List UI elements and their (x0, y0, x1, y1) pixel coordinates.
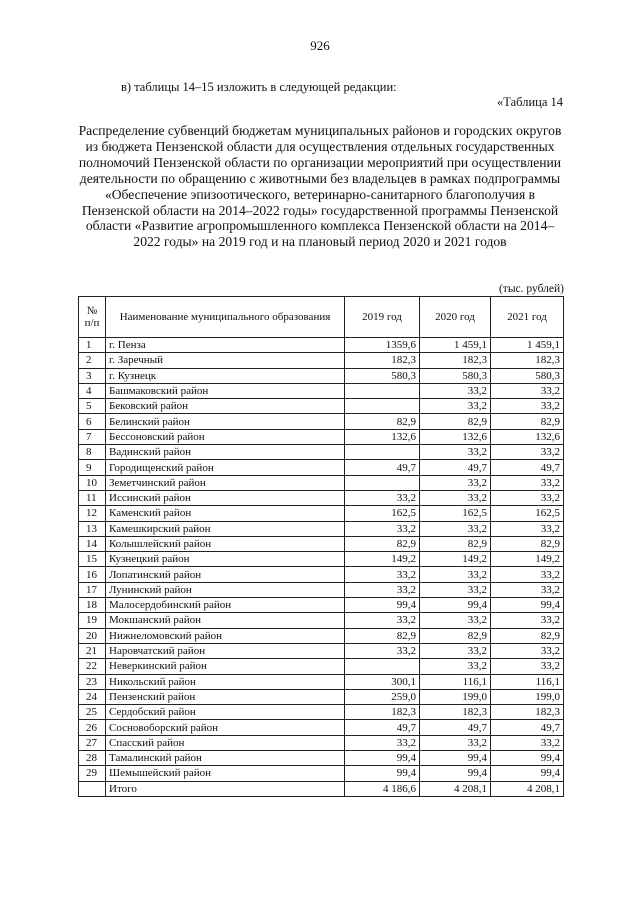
units-label: (тыс. рублей) (498, 283, 564, 295)
value-2019: 33,2 (345, 735, 420, 750)
value-2019: 33,2 (345, 613, 420, 628)
row-number: 26 (79, 720, 106, 735)
value-2019: 580,3 (345, 368, 420, 383)
table-row (79, 475, 564, 490)
table-row (79, 414, 564, 429)
municipality-name: Итого (106, 781, 345, 796)
value-2021: 49,7 (491, 720, 564, 735)
municipality-name: Вадинский район (106, 445, 345, 460)
table-row (79, 582, 564, 597)
value-2019: 4 186,6 (345, 781, 420, 796)
value-2021: 132,6 (491, 429, 564, 444)
value-2021: 33,2 (491, 659, 564, 674)
row-number: 24 (79, 689, 106, 704)
value-2021: 99,4 (491, 598, 564, 613)
header-number: № п/п (79, 297, 106, 338)
municipality-name: Сосновоборский район (106, 720, 345, 735)
value-2019: 33,2 (345, 582, 420, 597)
value-2019: 49,7 (345, 460, 420, 475)
row-number: 28 (79, 751, 106, 766)
intro-text: в) таблицы 14–15 изложить в следующей редакции: (121, 80, 397, 94)
value-2019: 300,1 (345, 674, 420, 689)
value-2020: 182,3 (420, 705, 491, 720)
table-row (79, 506, 564, 521)
value-2021: 33,2 (491, 735, 564, 750)
municipality-name: Нижнеломовский район (106, 628, 345, 643)
table-row (79, 490, 564, 505)
value-2019: 99,4 (345, 598, 420, 613)
row-number: 18 (79, 598, 106, 613)
value-2021: 33,2 (491, 445, 564, 460)
table-reference: «Таблица 14 (497, 95, 563, 109)
value-2021: 116,1 (491, 674, 564, 689)
municipality-name: Кузнецкий район (106, 552, 345, 567)
table-body (79, 338, 564, 797)
header-name: Наименование муниципального образования (106, 297, 345, 338)
table-row (79, 383, 564, 398)
value-2020: 116,1 (420, 674, 491, 689)
municipality-name: Малосердобинский район (106, 598, 345, 613)
municipality-name: Шемышейский район (106, 766, 345, 781)
municipality-name: Колышлейский район (106, 536, 345, 551)
table-row (79, 368, 564, 383)
table-row (79, 445, 564, 460)
value-2020: 33,2 (420, 490, 491, 505)
table-row (79, 598, 564, 613)
municipality-name: Наровчатский район (106, 643, 345, 658)
value-2020: 33,2 (420, 659, 491, 674)
value-2021: 82,9 (491, 414, 564, 429)
value-2019: 259,0 (345, 689, 420, 704)
value-2021: 33,2 (491, 383, 564, 398)
value-2020: 132,6 (420, 429, 491, 444)
municipality-name: Бековский район (106, 399, 345, 414)
row-number: 19 (79, 613, 106, 628)
row-number: 6 (79, 414, 106, 429)
value-2021: 33,2 (491, 613, 564, 628)
row-number: 23 (79, 674, 106, 689)
value-2020: 49,7 (420, 720, 491, 735)
table-row (79, 460, 564, 475)
value-2020: 82,9 (420, 536, 491, 551)
row-number: 14 (79, 536, 106, 551)
value-2020: 33,2 (420, 475, 491, 490)
value-2019: 82,9 (345, 536, 420, 551)
value-2021: 162,5 (491, 506, 564, 521)
value-2019: 162,5 (345, 506, 420, 521)
value-2021: 33,2 (491, 399, 564, 414)
value-2021: 33,2 (491, 567, 564, 582)
value-2020: 162,5 (420, 506, 491, 521)
value-2021: 82,9 (491, 536, 564, 551)
row-number: 13 (79, 521, 106, 536)
row-number: 17 (79, 582, 106, 597)
row-number: 10 (79, 475, 106, 490)
value-2020: 182,3 (420, 353, 491, 368)
value-2019 (345, 445, 420, 460)
value-2021: 149,2 (491, 552, 564, 567)
value-2019: 99,4 (345, 751, 420, 766)
value-2020: 33,2 (420, 735, 491, 750)
total-row (79, 781, 564, 796)
municipality-name: Неверкинский район (106, 659, 345, 674)
value-2020: 33,2 (420, 521, 491, 536)
value-2019: 182,3 (345, 705, 420, 720)
table-row (79, 338, 564, 353)
value-2019: 82,9 (345, 628, 420, 643)
row-number: 20 (79, 628, 106, 643)
row-number: 27 (79, 735, 106, 750)
table-row (79, 628, 564, 643)
value-2021: 33,2 (491, 490, 564, 505)
municipality-name: г. Заречный (106, 353, 345, 368)
table-row (79, 536, 564, 551)
value-2020: 33,2 (420, 567, 491, 582)
header-2019: 2019 год (345, 297, 420, 338)
value-2019: 33,2 (345, 567, 420, 582)
value-2021: 49,7 (491, 460, 564, 475)
header-2021: 2021 год (491, 297, 564, 338)
row-number: 8 (79, 445, 106, 460)
document-title: Распределение субвенций бюджетам муниципальных районов и городских округов из бюджета Пензенской области для осуществления отдельных государственных полномочий Пензенской области по организации мероприятий при осуществлении деятельности по обращению с животными без владельцев в рамках подпрограммы «Обеспечение эпизоотического, ветеринарно-санитарного благополучия в Пензенской области на 2014–2022 годы» государственной программы Пензенской области «Развитие агропромышленного комплекса Пензенской области на 2014–2022 годы» на 2019 год и на плановый период 2020 и 2021 годов (78, 123, 562, 250)
value-2020: 99,4 (420, 598, 491, 613)
value-2019: 82,9 (345, 414, 420, 429)
municipality-name: Иссинский район (106, 490, 345, 505)
municipality-name: Бессоновский район (106, 429, 345, 444)
value-2020: 82,9 (420, 628, 491, 643)
value-2019 (345, 659, 420, 674)
table-row (79, 751, 564, 766)
row-number: 16 (79, 567, 106, 582)
value-2021: 199,0 (491, 689, 564, 704)
row-number: 25 (79, 705, 106, 720)
value-2020: 33,2 (420, 643, 491, 658)
value-2020: 580,3 (420, 368, 491, 383)
table-row (79, 735, 564, 750)
row-number: 7 (79, 429, 106, 444)
row-number: 15 (79, 552, 106, 567)
value-2020: 82,9 (420, 414, 491, 429)
municipality-name: г. Кузнецк (106, 368, 345, 383)
value-2021: 182,3 (491, 705, 564, 720)
row-number: 22 (79, 659, 106, 674)
table-row (79, 567, 564, 582)
value-2021: 82,9 (491, 628, 564, 643)
value-2019: 1359,6 (345, 338, 420, 353)
table-row (79, 643, 564, 658)
value-2020: 33,2 (420, 582, 491, 597)
table-header-row (79, 297, 564, 338)
value-2020: 49,7 (420, 460, 491, 475)
value-2019: 132,6 (345, 429, 420, 444)
value-2019: 182,3 (345, 353, 420, 368)
value-2020: 33,2 (420, 613, 491, 628)
value-2019 (345, 383, 420, 398)
page-number: 926 (310, 38, 330, 53)
table-row (79, 521, 564, 536)
value-2020: 33,2 (420, 445, 491, 460)
table-row (79, 720, 564, 735)
table-row (79, 613, 564, 628)
municipality-name: Тамалинский район (106, 751, 345, 766)
row-number (79, 781, 106, 796)
municipality-name: Лунинский район (106, 582, 345, 597)
municipality-name: Мокшанский район (106, 613, 345, 628)
row-number: 21 (79, 643, 106, 658)
value-2020: 99,4 (420, 751, 491, 766)
value-2021: 33,2 (491, 643, 564, 658)
municipality-name: Лопатинский район (106, 567, 345, 582)
row-number: 2 (79, 353, 106, 368)
value-2021: 33,2 (491, 475, 564, 490)
value-2020: 33,2 (420, 399, 491, 414)
row-number: 9 (79, 460, 106, 475)
municipality-name: Камешкирский район (106, 521, 345, 536)
municipality-name: г. Пенза (106, 338, 345, 353)
value-2021: 4 208,1 (491, 781, 564, 796)
table-row (79, 659, 564, 674)
value-2020: 33,2 (420, 383, 491, 398)
municipality-name: Никольский район (106, 674, 345, 689)
value-2020: 149,2 (420, 552, 491, 567)
value-2021: 99,4 (491, 766, 564, 781)
value-2019: 33,2 (345, 643, 420, 658)
value-2019: 149,2 (345, 552, 420, 567)
value-2020: 1 459,1 (420, 338, 491, 353)
value-2021: 1 459,1 (491, 338, 564, 353)
value-2020: 99,4 (420, 766, 491, 781)
municipality-name: Спасский район (106, 735, 345, 750)
row-number: 4 (79, 383, 106, 398)
table-row (79, 353, 564, 368)
value-2019: 33,2 (345, 521, 420, 536)
table-row (79, 705, 564, 720)
municipality-name: Пензенский район (106, 689, 345, 704)
row-number: 3 (79, 368, 106, 383)
table-row (79, 552, 564, 567)
value-2019 (345, 399, 420, 414)
value-2021: 33,2 (491, 582, 564, 597)
row-number: 1 (79, 338, 106, 353)
row-number: 11 (79, 490, 106, 505)
table-row (79, 399, 564, 414)
subvention-table (78, 296, 564, 797)
row-number: 5 (79, 399, 106, 414)
municipality-name: Сердобский район (106, 705, 345, 720)
row-number: 29 (79, 766, 106, 781)
header-2020: 2020 год (420, 297, 491, 338)
value-2021: 182,3 (491, 353, 564, 368)
value-2019: 99,4 (345, 766, 420, 781)
value-2019: 33,2 (345, 490, 420, 505)
value-2021: 99,4 (491, 751, 564, 766)
value-2019 (345, 475, 420, 490)
municipality-name: Городищенский район (106, 460, 345, 475)
table-row (79, 689, 564, 704)
municipality-name: Земетчинский район (106, 475, 345, 490)
municipality-name: Каменский район (106, 506, 345, 521)
value-2019: 49,7 (345, 720, 420, 735)
municipality-name: Башмаковский район (106, 383, 345, 398)
value-2020: 199,0 (420, 689, 491, 704)
row-number: 12 (79, 506, 106, 521)
table-row (79, 766, 564, 781)
value-2021: 33,2 (491, 521, 564, 536)
table-row (79, 674, 564, 689)
municipality-name: Белинский район (106, 414, 345, 429)
value-2020: 4 208,1 (420, 781, 491, 796)
value-2021: 580,3 (491, 368, 564, 383)
table-row (79, 429, 564, 444)
